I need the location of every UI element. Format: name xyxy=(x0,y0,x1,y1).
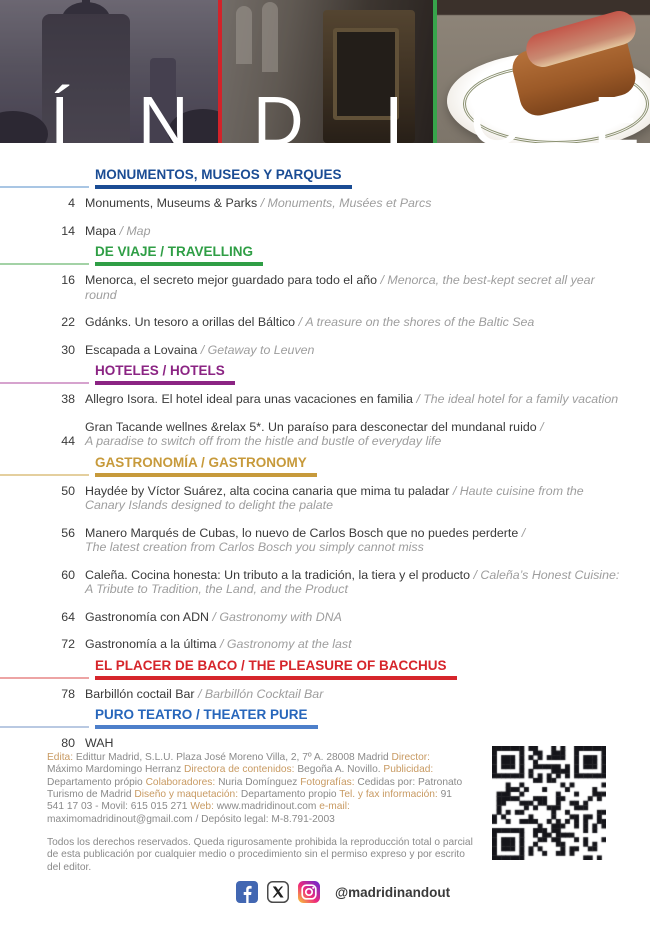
section-left-line xyxy=(0,186,89,188)
title-letter: I xyxy=(384,82,404,160)
section-heading-label: HOTELES / HOTELS xyxy=(95,362,235,385)
section-heading xyxy=(0,166,650,189)
page-number: 14 xyxy=(61,223,75,238)
entry-title xyxy=(85,315,620,330)
social-handle: @madridinandout xyxy=(335,884,451,900)
toc-entry[interactable] xyxy=(0,343,620,358)
credit-label: Colaboradores: xyxy=(145,776,216,788)
page-number: 50 xyxy=(61,483,75,498)
credit-label: Edita: xyxy=(47,752,74,764)
entry-title xyxy=(85,484,620,513)
credit-value: Departamento propio xyxy=(240,789,337,801)
section-heading xyxy=(0,362,650,385)
page-number: 72 xyxy=(61,637,75,651)
entry-title xyxy=(85,526,620,555)
entry-title-es: WAH xyxy=(85,736,114,750)
entry-separator: / xyxy=(197,686,202,701)
title-letter: C xyxy=(470,82,521,160)
section-heading-label: EL PLACER DE BACO / THE PLEASURE OF BACCHUS xyxy=(95,657,457,680)
toc-entry[interactable] xyxy=(0,610,620,625)
entry-separator: / xyxy=(380,273,384,287)
section-left-line xyxy=(0,726,89,728)
header-collage xyxy=(0,0,650,160)
toc-entry[interactable] xyxy=(0,568,620,597)
entry-title-es: Allegro Isora. El hotel ideal para unas vacaciones en familia xyxy=(85,392,413,406)
credit-label: Director: xyxy=(391,752,430,764)
page-number: 4 xyxy=(68,196,75,210)
copyright-notice: Todos los derechos reservados. Queda rigurosamente prohibida la reproducción total o parcial de esta publicación por cualquier medio o procedimiento sin el permiso expreso y por escrito del editor. xyxy=(47,837,473,873)
credit-label: Diseño y maquetación: xyxy=(134,789,239,801)
entry-title xyxy=(85,637,620,652)
credit-value: 91 541 17 03 - Movil: 615 015 271 xyxy=(47,789,452,813)
title-letter: D xyxy=(253,82,304,160)
entry-title xyxy=(85,196,620,211)
entry-title-en: Menorca, the best-kept secret all year round xyxy=(85,273,595,302)
toc-entry[interactable] xyxy=(0,315,620,330)
entry-title xyxy=(85,420,620,449)
toc-entry[interactable] xyxy=(0,224,620,239)
entry-separator: / xyxy=(473,567,477,582)
section-left-line xyxy=(0,382,89,384)
title-letter: Í xyxy=(50,82,70,160)
entry-separator: / xyxy=(200,342,205,357)
toc-entry[interactable] xyxy=(0,273,620,302)
section-heading xyxy=(0,454,650,477)
entry-separator: / xyxy=(298,315,302,329)
entry-title-en: Barbillón Cocktail Bar xyxy=(204,686,324,701)
credit-label: Directora de contenidos: xyxy=(184,764,295,776)
credit-value: maximomadridinout@gmail.com / Depósito legal: M-8.791-2003 xyxy=(47,813,335,825)
photo-church-altar xyxy=(222,0,433,143)
entry-title xyxy=(85,610,620,625)
entry-title-en: A paradise to switch off from the histle and bustle of everyday life xyxy=(85,434,442,448)
photo-metropolis-madrid xyxy=(0,0,218,143)
entry-title-es: Barbillón coctail Bar xyxy=(85,686,195,701)
entry-title-es: Gastronomía a la última xyxy=(85,637,217,651)
photo-lobster-roll xyxy=(437,0,650,143)
toc-entry[interactable] xyxy=(0,196,620,211)
entry-title-es: Gdánks. Un tesoro a orillas del Báltico xyxy=(85,315,296,329)
section-heading-label: GASTRONOMÍA / GASTRONOMY xyxy=(95,454,317,477)
section-left-line xyxy=(0,677,89,679)
entry-title-es: Menorca, el secreto mejor guardado para todo el año xyxy=(85,273,378,287)
photo-dim-overlay xyxy=(0,0,218,143)
entry-separator: / xyxy=(220,637,224,651)
entry-title xyxy=(85,392,620,407)
entry-title-es: Monuments, Museums & Parks xyxy=(85,196,258,210)
entry-title-en: The latest creation from Carlos Bosch you simply cannot miss xyxy=(85,540,424,554)
section-left-line xyxy=(0,263,89,265)
page-number: 44 xyxy=(61,434,75,448)
entry-title-en: A treasure on the shores of the Baltic Sea xyxy=(305,315,535,329)
credit-value: Edittur Madrid, S.L.U. Plaza José Moreno Villa, 2, 7º A. 28008 Madrid xyxy=(75,752,389,764)
entry-title-en: Haute cuisine from the Canary Islands designed to delight the palate xyxy=(85,483,584,512)
entry-title-es: Gastronomía con ADN xyxy=(85,609,209,624)
instagram-icon[interactable] xyxy=(298,881,320,903)
credit-label: Tel. y fax información: xyxy=(339,789,438,801)
credit-label: Web: xyxy=(190,801,214,813)
entry-separator: / xyxy=(416,392,420,406)
qr-code xyxy=(492,746,606,860)
credit-label: e-mail: xyxy=(319,801,350,813)
credit-value: Nuria Domínguez xyxy=(218,776,298,788)
photo-dim-overlay xyxy=(222,0,433,143)
entry-title xyxy=(85,273,620,302)
section-heading xyxy=(0,243,650,266)
toc-entry[interactable] xyxy=(0,637,620,652)
entry-title-en: Monuments, Musées et Parcs xyxy=(267,196,432,210)
toc-entry[interactable] xyxy=(0,526,620,555)
section-heading-label: DE VIAJE / TRAVELLING xyxy=(95,243,263,266)
entry-title-es: Haydée by Víctor Suárez, alta cocina canaria que mima tu paladar xyxy=(85,483,450,498)
entry-separator: / xyxy=(521,525,526,540)
toc-entry[interactable] xyxy=(0,687,620,702)
entry-title xyxy=(85,343,620,358)
page-number: 80 xyxy=(61,736,75,750)
section-heading xyxy=(0,706,650,729)
toc-entry[interactable] xyxy=(0,392,620,407)
entry-title-en: Gastronomy with DNA xyxy=(219,609,342,624)
credit-value: www.madridinout.com xyxy=(216,801,317,813)
title-letter: E xyxy=(593,82,640,160)
page-number: 60 xyxy=(61,567,75,582)
page-number: 30 xyxy=(61,342,75,357)
entry-title xyxy=(85,224,620,239)
section-heading xyxy=(0,657,650,680)
page-number: 22 xyxy=(61,315,75,329)
entry-separator: / xyxy=(260,196,265,210)
entry-title-es: Mapa xyxy=(85,223,116,238)
entry-title-en: Map xyxy=(126,223,151,238)
section-left-line xyxy=(0,474,89,476)
page-number: 38 xyxy=(61,392,75,406)
toc-entry[interactable] xyxy=(0,420,620,449)
section-heading-label: PURO TEATRO / THEATER PURE xyxy=(95,706,318,729)
toc-entry[interactable] xyxy=(0,484,620,513)
entry-separator: / xyxy=(540,419,544,434)
table-of-contents xyxy=(0,166,650,764)
entry-title-en: Getaway to Leuven xyxy=(207,342,315,357)
credit-value: Begoña A. Novillo. xyxy=(297,764,381,776)
credit-value: Máximo Mardomingo Herranz xyxy=(47,764,182,776)
x-icon[interactable] xyxy=(267,881,289,903)
entry-separator: / xyxy=(452,483,457,498)
credit-label: Publicidad: xyxy=(383,764,434,776)
social-row xyxy=(236,881,450,903)
section-heading-label: MONUMENTOS, MUSEOS Y PARQUES xyxy=(95,166,352,189)
entry-title-es: Gran Tacande wellnes &relax 5*. Un paraíso para desconectar del mundanal ruido xyxy=(85,419,537,434)
page-number: 78 xyxy=(61,686,75,701)
facebook-icon[interactable] xyxy=(236,881,258,903)
entry-title-en: Caleña’s Honest Cuisine: A Tribute to Tradition, the Land, and the Product xyxy=(85,567,620,596)
entry-separator: / xyxy=(119,223,123,238)
title-letter: N xyxy=(138,82,189,160)
credit-value: Cedidas por: Patronato Turismo de Madrid xyxy=(47,776,463,801)
entry-title-es: Caleña. Cocina honesta: Un tributo a la tradición, la tiera y el producto xyxy=(85,567,471,582)
page-number: 16 xyxy=(61,273,75,287)
entry-title-en: Gastronomy at the last xyxy=(226,637,352,651)
credit-label: Fotografías: xyxy=(300,776,355,788)
entry-title-en: The ideal hotel for a family vacation xyxy=(423,392,619,406)
entry-separator: / xyxy=(212,609,216,624)
credit-value: Departamento própio xyxy=(47,776,143,788)
entry-title-es: Manero Marqués de Cubas, lo nuevo de Carlos Bosch que no puedes perderte xyxy=(85,525,519,540)
entry-title xyxy=(85,687,620,702)
entry-title-es: Escapada a Lovaina xyxy=(85,342,198,357)
masthead-credits xyxy=(47,752,465,826)
page-number: 56 xyxy=(61,525,75,540)
entry-title xyxy=(85,568,620,597)
page-number: 64 xyxy=(61,609,75,624)
